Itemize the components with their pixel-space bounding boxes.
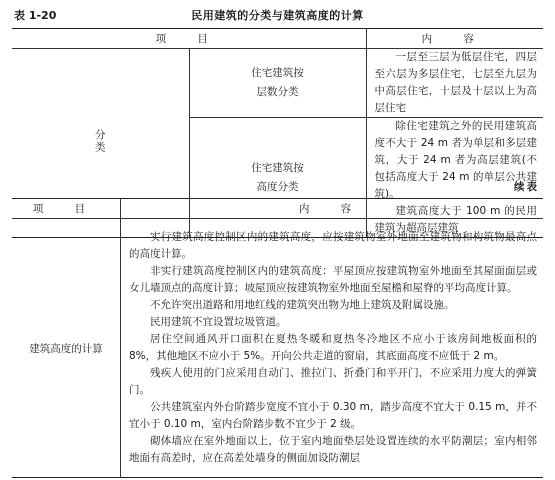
height-calculation-table bbox=[12, 198, 543, 478]
content-paragraph: 居住空间通风开口面积在夏热冬暖和夏热冬冷地区不应小于该房间地板面积的 8%，其他地区不应小于 5%。开向公共走道的窗扇，其底面高度不应低于 2 m。 bbox=[129, 333, 537, 362]
row-content bbox=[366, 49, 543, 118]
header-item: 项 目 bbox=[12, 199, 121, 219]
content-paragraph: 民用建筑不宜设置垃圾管道。 bbox=[150, 316, 287, 328]
table-header-row bbox=[12, 29, 543, 49]
content-paragraph: 一层至三层为低层住宅，四层至六层为多层住宅，七层至九层为中高层住宅，十层及十层以上为高层住宅 bbox=[374, 51, 537, 114]
content-paragraph: 残疾人使用的门应采用自动门、推拉门、折叠门和平开门，不应采用力度大的弹簧门。 bbox=[129, 367, 537, 396]
content-paragraph: 不允许突出道路和用地红线的建筑突出物为地上建筑及附属设施。 bbox=[150, 299, 455, 311]
table-row bbox=[12, 49, 543, 118]
continued-label: 续表 bbox=[514, 181, 539, 193]
row-label-line: 住宅建筑按 bbox=[251, 161, 304, 174]
header-content: 内 容 bbox=[121, 199, 544, 219]
content-paragraph: 砌体墙应在室外地面以上，位于室内地面垫层处设置连续的水平防潮层；室内相邻地面有高差时，应在高差处墙身的侧面加设防潮层 bbox=[129, 435, 537, 464]
row-content bbox=[121, 219, 544, 478]
table-caption bbox=[14, 7, 541, 23]
row-label-line: 层数分类 bbox=[256, 86, 299, 98]
row-label bbox=[189, 49, 366, 118]
content-paragraph: 非实行建筑高度控制区内的建筑高度：平屋顶应按建筑物室外地面至其屋面面层或女儿墙顶点的高度计算；坡屋顶应按建筑物室外地面至屋檐和屋脊的平均高度计算。 bbox=[129, 265, 537, 294]
table-number: 表 1-20 bbox=[14, 9, 57, 22]
group-label: 分类 bbox=[93, 129, 106, 154]
table-title: 民用建筑的分类与建筑高度的计算 bbox=[191, 9, 364, 22]
content-paragraph: 建筑高度大于 100 m 的民用建筑为超高层建筑 bbox=[374, 205, 537, 234]
row-label-line: 高度分类 bbox=[256, 180, 299, 193]
table-header-row bbox=[12, 199, 543, 219]
header-item: 项 目 bbox=[12, 29, 366, 49]
header-content: 内 容 bbox=[366, 29, 543, 49]
row-label: 建筑高度的计算 bbox=[12, 219, 121, 478]
table-row bbox=[12, 219, 543, 478]
content-paragraph: 除住宅建筑之外的民用建筑高度不大于 24 m 者为单层和多层建筑，大于 24 m 者为高层建筑(不包括高度大于 24 m 的单层公共建筑)。 bbox=[374, 120, 537, 200]
content-paragraph: 公共建筑室内外台阶踏步宽度不宜小于 0.30 m，踏步高度不宜大于 0.15 m，并不宜小于 0.10 m，室内台阶踏步数不宜少于 2 级。 bbox=[129, 401, 537, 430]
row-label-line: 住宅建筑按 bbox=[251, 67, 304, 79]
content-paragraph: 实行建筑高度控制区内的建筑高度，应按建筑物室外地面至建筑物和构筑物最高点的高度计算。 bbox=[129, 231, 537, 260]
